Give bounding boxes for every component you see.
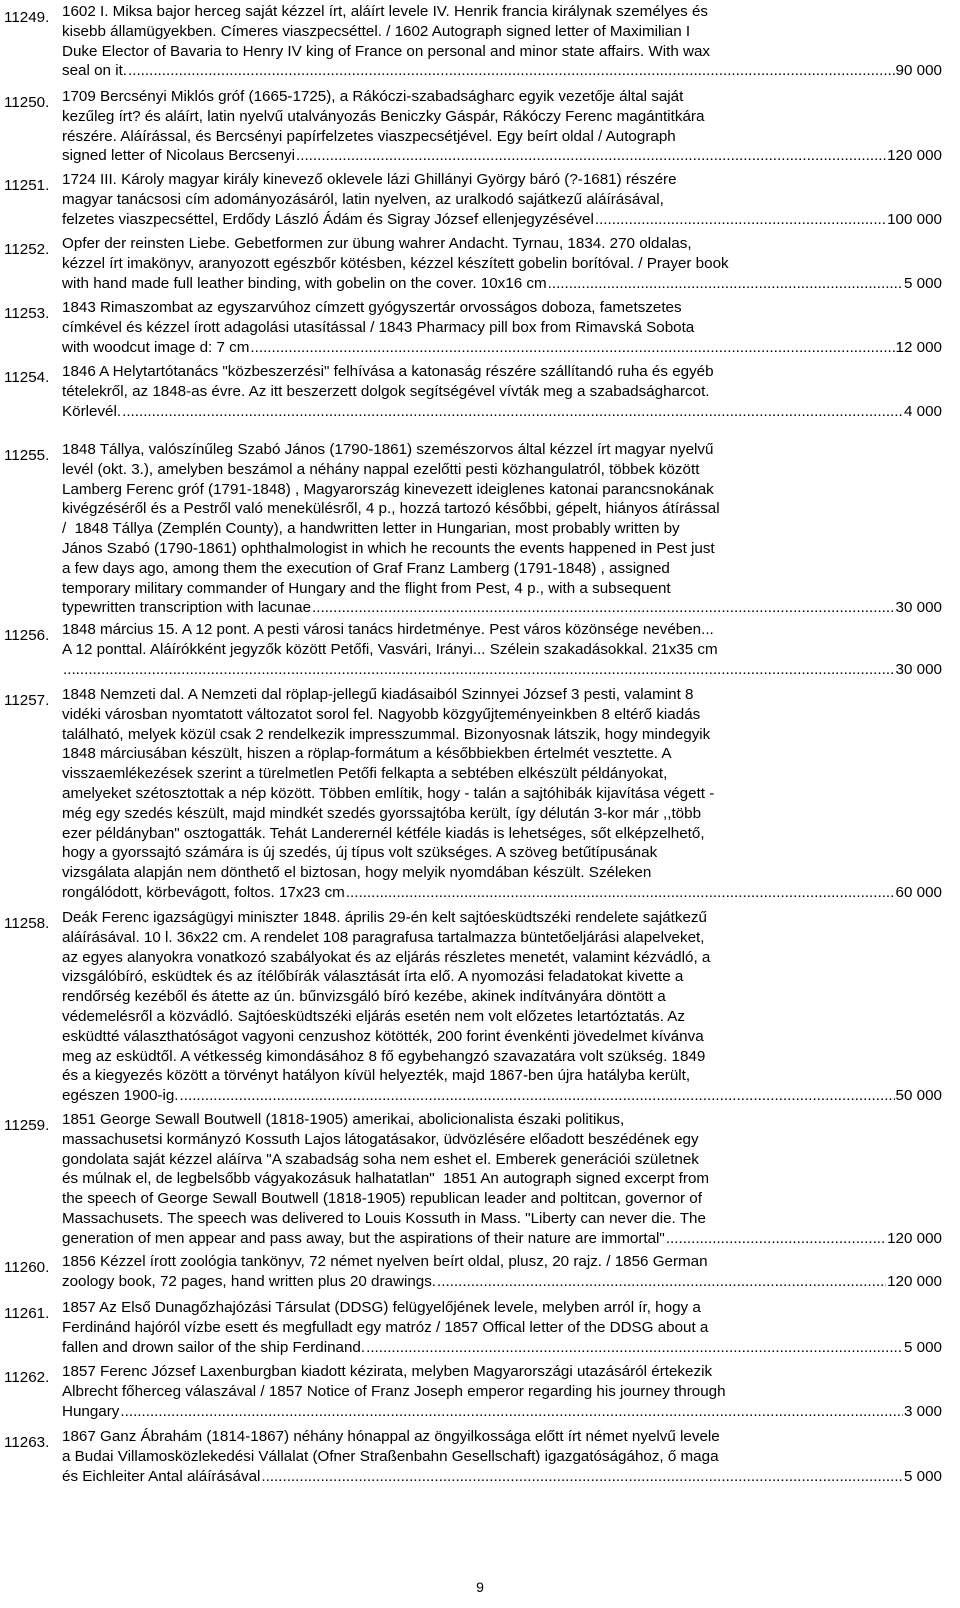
lot-price-line	[62, 1229, 942, 1249]
lot-price-line	[62, 1086, 942, 1106]
lot-description-line: vidéki városban nyomtatott változatot sorol fel. Nagyobb közgyűjteményeinkben 8 eltérő kiadás	[62, 705, 701, 723]
lot-description-line: 1843 Rimaszombat az egyszarvúhoz címzett gyógyszertár orvosságos doboza, fametszetes	[62, 299, 682, 316]
lot-description-line: kézzel írt imakönyv, aranyozott egészbőr kötésben, kézzel készített gobelin borítóval. / Prayer book	[62, 254, 729, 272]
lot-price: 100 000	[887, 210, 942, 228]
lot-description-line: 1724 III. Károly magyar király kinevező oklevele lázi Ghillányi György báró (?-1681) részére	[62, 171, 677, 188]
lot-number: 11257.	[4, 692, 50, 709]
lot-price-line	[62, 210, 942, 230]
lot-description-last-line: typewritten transcription with lacunae	[62, 599, 312, 617]
lot-price-line	[62, 660, 942, 680]
lot-description-last-line: zoology book, 72 pages, hand written plus 20 drawings.	[62, 1272, 437, 1290]
dot-leader	[63, 660, 895, 680]
lot-description-line: kezűleg írt? és aláírt, latin nyelvű utalványozás Beniczky Gáspár, Rákóczy Ferenc magántitkára	[62, 107, 705, 125]
lot-description	[62, 440, 942, 618]
lot-description-last-line: Hungary	[62, 1402, 120, 1420]
lot-description	[62, 620, 942, 679]
lot-price-line	[62, 61, 942, 81]
lot-price: 120 000	[887, 1229, 942, 1247]
dot-leader	[312, 598, 895, 618]
lot-price-line	[62, 1402, 942, 1422]
lot-description-line: kisebb államügyekben. Címeres viaszpecséttel. / 1602 Autograph signed letter of Maximilian I	[62, 22, 691, 40]
lot-description-line: a few days ago, among them the execution of Graf Franz Lamberg (1791-1848) , assigned	[62, 559, 670, 577]
lot-description-line: és a kiegyezés között a törvényt hatályon kívül helyezték, majd 1867-ben újra hatályba került,	[62, 1067, 691, 1085]
lot-description-line: amelyeket szétosztottak a nép között. Többen említik, hogy - talán a sajtóhibák kijavítása végett -	[62, 784, 715, 802]
dot-leader	[261, 1467, 903, 1487]
dot-leader	[180, 1086, 895, 1106]
lot-number: 11261.	[4, 1305, 50, 1322]
lot-description-line: kivégzéséről és a Pestről való menekülésről, 4 p., hozzá tartozó későbbi, gépelt, hiányos átírással	[62, 500, 720, 518]
lot-description-line: / 1848 Tállya (Zemplén County), a handwritten letter in Hungarian, most probably written by	[62, 520, 680, 538]
lot-description-last-line: egészen 1900-ig.	[62, 1087, 179, 1105]
lot-price: 5 000	[903, 1338, 942, 1356]
lot-description-line: a Budai Villamosközlekedési Vállalat (Ofner Straßenbahn Gesellschaft) igazgatóságához, ő maga	[62, 1447, 719, 1465]
lot-description	[62, 1110, 942, 1249]
lot-description-line: vizsgálata alapján nem dönthető el biztosan, hogy melyik nyomdában készült. Széleken	[62, 864, 652, 882]
dot-leader	[296, 146, 886, 166]
lot-price-line	[62, 598, 942, 618]
dot-leader	[120, 1402, 903, 1422]
lot-description-last-line: with woodcut image d: 7 cm	[62, 338, 250, 356]
dot-leader	[666, 1229, 886, 1249]
lot-description-line: az egyes alanyokra vonatkozó szabályokat és az eljárás részletes menetét, valamint kézvádló, a	[62, 948, 711, 966]
lot-description	[62, 362, 942, 421]
lot-description-line: 1848 március 15. A 12 pont. A pesti városi tanács hirdetménye. Pest város közönsége nevében...	[62, 621, 714, 638]
lot-description-line: 1846 A Helytartótanács "közbeszerzési" felhívása a katonaság részére szállítandó ruha és egyéb	[62, 363, 714, 380]
lot-description-line: magyar tanácsosi cím adományozásáról, latin nyelven, az uralkodó sajátkezű aláírásával,	[62, 190, 664, 208]
lot-number: 11253.	[4, 305, 50, 322]
lot-description-line: hogy a gyorssajtó számára is új szedés, új típus volt szükséges. A szöveg betűtípusának	[62, 844, 658, 862]
lot-price: 5 000	[903, 1467, 942, 1485]
lot-price: 4 000	[903, 402, 942, 420]
dot-leader	[122, 402, 903, 422]
lot-description	[62, 1252, 942, 1292]
lot-price: 90 000	[895, 62, 942, 80]
lot-description-line: massachusetsi kormányzó Kossuth Lajos látogatásakor, üdvözlésére előadott beszédének egy	[62, 1130, 699, 1148]
lot-number: 11249.	[4, 9, 50, 26]
lot-description-line: 1857 Ferenc József Laxenburgban kiadott kézirata, melyben Magyarországi utazásáról értekezik	[62, 1363, 713, 1380]
lot-price: 5 000	[903, 274, 942, 292]
dot-leader	[250, 338, 894, 358]
lot-description-line: 1848 Tállya, valószínűleg Szabó János (1790-1861) szemészorvos által kézzel írt magyar nyelvű	[62, 441, 714, 458]
lot-price-line	[62, 402, 942, 422]
lot-description	[62, 234, 942, 293]
lot-description-line: részére. Aláírással, és Bercsényi papírfelzetes viaszpecsétjével. Egy beírt oldal / Autograph	[62, 127, 676, 145]
lot-description-line: 1867 Ganz Ábrahám (1814-1867) néhány hónappal az öngyilkossága előtt írt német nyelvű levele	[62, 1428, 720, 1445]
lot-description-line: 1856 Kézzel írott zoológia tankönyv, 72 német nyelven beírt oldal, plusz, 20 rajz. / 1856 German	[62, 1253, 708, 1270]
dot-leader	[128, 61, 895, 81]
lot-price-line	[62, 1338, 942, 1358]
lot-price-line	[62, 1272, 942, 1292]
lot-description-line: gondolata saját kézzel aláírva "A szabadság soha nem eshet el. Emberek generációi születnek	[62, 1150, 699, 1168]
dot-leader	[366, 1338, 903, 1358]
lot-number: 11259.	[4, 1117, 50, 1134]
lot-description-last-line: felzetes viaszpecséttel, Erdődy László Ádám és Sigray József ellenjegyzésével	[62, 210, 594, 228]
lot-description-line: 1851 George Sewall Boutwell (1818-1905) amerikai, abolicionalista északi politikus,	[62, 1111, 625, 1128]
lot-description-line: the speech of George Sewall Boutwell (1818-1905) republican leader and poltitcan, governor of	[62, 1190, 702, 1208]
lot-number: 11260.	[4, 1259, 50, 1276]
lot-description-line: János Szabó (1790-1861) ophthalmologist in which he recounts the events happened in Pest just	[62, 539, 715, 557]
lot-description-line: Lamberg Ferenc gróf (1791-1848) , Magyarország kinevezett ideiglenes katonai parancsnokának	[62, 480, 714, 498]
lot-description-line: temporary military commander of Hungary and the flight from Pest, 4 p., with a subsequent	[62, 579, 671, 597]
lot-description	[62, 87, 942, 166]
lot-description-line: Ferdinánd hajóról vízbe esett és megfulladt egy matróz / 1857 Offical letter of the DDSG about a	[62, 1318, 709, 1336]
lot-price: 120 000	[887, 1272, 942, 1290]
lot-description-line: 1848 Nemzeti dal. A Nemzeti dal röplap-jellegű kiadásaiból Szinnyei József 3 pesti, valamint 8	[62, 686, 694, 703]
lot-description-line: Opfer der reinsten Liebe. Gebetformen zur übung wahrer Andacht. Tyrnau, 1834. 270 oldalas,	[62, 235, 692, 252]
lot-description-line: ezer példányban" osztogatták. Tehát Landerernél kétféle kiadás is lehetséges, sőt elképzelhető,	[62, 824, 705, 842]
lot-description-line: 1848 márciusában készült, hiszen a röplap-formátum a későbbiekben értelmét vesztette. A	[62, 745, 672, 763]
lot-description-line: esküdtté választhatóságot vagyoni cenzushoz kötötték, 200 forint évenkénti jövedelmet kívánva	[62, 1027, 704, 1045]
dot-leader	[548, 274, 903, 294]
dot-leader	[346, 883, 895, 903]
lot-description-line: visszaemlékezések szerint a türelmetlen Petőfi felkapta a sebtében elkészült példányokat,	[62, 765, 668, 783]
lot-price-line	[62, 1467, 942, 1487]
lot-price: 30 000	[895, 599, 942, 617]
lot-description-line: és múlnak el, de legbelsőbb vágyakozásuk halhatatlan" 1851 An autograph signed excerpt from	[62, 1170, 710, 1188]
lot-description-line: tételekről, az 1848-as évre. Az itt beszerzett dolgok segítségével vívták meg a szabadságharcot.	[62, 382, 710, 400]
lot-price-line	[62, 883, 942, 903]
lot-description	[62, 2, 942, 81]
lot-description-last-line: fallen and drown sailor of the ship Ferdinand.	[62, 1338, 366, 1356]
lot-number: 11256.	[4, 627, 50, 644]
lot-description	[62, 685, 942, 903]
lot-description-last-line: seal on it.	[62, 62, 128, 80]
dot-leader	[437, 1272, 886, 1292]
lot-price: 3 000	[903, 1402, 942, 1420]
lot-description-last-line: és Eichleiter Antal aláírásával	[62, 1467, 261, 1485]
lot-description	[62, 170, 942, 229]
lot-description-last-line: rongálódott, körbevágott, foltos. 17x23 cm	[62, 883, 345, 901]
lot-description-line: címkével és kézzel írott adagolási utasítással / 1843 Pharmacy pill box from Rimavská Sobota	[62, 318, 695, 336]
lot-number: 11258.	[4, 915, 50, 932]
lot-price: 120 000	[887, 147, 942, 165]
lot-number: 11254.	[4, 369, 50, 386]
lot-number: 11251.	[4, 177, 50, 194]
lot-number: 11262.	[4, 1369, 50, 1386]
lot-description	[62, 1427, 942, 1486]
lot-description-line: védemelésről a közvádló. Sajtóesküdtszéki eljárás esetén nem volt előzetes letartóztatás. Az	[62, 1007, 686, 1025]
lot-description-line: 1709 Bercsényi Miklós gróf (1665-1725), a Rákóczi-szabadságharc egyik vezetője által saját	[62, 88, 684, 105]
dot-leader	[595, 210, 886, 230]
lot-description-line: 1602 I. Miksa bajor herceg saját kézzel írt, aláírt levele IV. Henrik francia királynak személyes és	[62, 3, 709, 20]
lot-description	[62, 908, 942, 1106]
lot-number: 11250.	[4, 94, 50, 111]
lot-description-line: Massachusets. The speech was delivered to Louis Kossuth in Mass. "Liberty can never die. The	[62, 1209, 706, 1227]
lot-description-last-line: generation of men appear and pass away, but the aspirations of their nature are immortal"	[62, 1229, 665, 1247]
lot-number: 11252.	[4, 241, 50, 258]
lot-price: 30 000	[895, 660, 942, 678]
lot-description-last-line: with hand made full leather binding, with gobelin on the cover. 10x16 cm	[62, 274, 547, 292]
lot-description-line: levél (okt. 3.), amelyben beszámol a néhány nappal ezelőtti pesti közhangulatról, többek között	[62, 460, 700, 478]
lot-description-line: még egy szedés készült, majd mindkét szedés gyorssajtóba került, így délután 3-kor már ,,több	[62, 804, 702, 822]
lot-description-line: 1857 Az Első Dunagőzhajózási Társulat (DDSG) felügyelőjének levele, melyben arról ír, hogy a	[62, 1299, 701, 1316]
lot-description-line: található, melyek közül csak 2 rendelkezik impresszummal. Bizonyosnak látszik, hogy mindegyik	[62, 725, 711, 743]
lot-price-line	[62, 146, 942, 166]
lot-price: 12 000	[895, 338, 942, 356]
lot-description-last-line: signed letter of Nicolaus Bercsenyi	[62, 147, 295, 165]
lot-description	[62, 298, 942, 357]
lot-price: 50 000	[895, 1087, 942, 1105]
lot-description-line: A 12 ponttal. Aláírókként jegyzők között Petőfi, Vasvári, Irányi... Szélein szakadásokkal. 21x35 cm	[62, 640, 718, 658]
lot-price: 60 000	[895, 883, 942, 901]
lot-description-line: aláírásával. 10 l. 36x22 cm. A rendelet 108 paragrafusa tartalmazza büntetőeljárási alapelveket,	[62, 928, 705, 946]
page-number: 9	[476, 1579, 484, 1595]
lot-description-line: rendőrség kezéből és átette az ún. bűnvizsgáló bíró kezébe, akinek indítványára döntött a	[62, 988, 666, 1006]
lot-number: 11255.	[4, 447, 50, 464]
lot-description-line: Deák Ferenc igazságügyi miniszter 1848. április 29-én kelt sajtóesküdtszéki rendelete sajátkezű	[62, 909, 707, 926]
lot-price-line	[62, 338, 942, 358]
lot-description-line: Albrecht főherceg válaszával / 1857 Notice of Franz Joseph emperor regarding his journey through	[62, 1382, 726, 1400]
lot-description	[62, 1298, 942, 1357]
lot-description	[62, 1362, 942, 1421]
lot-number: 11263.	[4, 1434, 50, 1451]
lot-description-last-line: Körlevél.	[62, 402, 122, 420]
lot-description-line: Duke Elector of Bavaria to Henry IV king of France on personal and minor state affairs. With wax	[62, 42, 711, 60]
lot-description-line: vizsgálóbíró, esküdtek és az ítélőbírák választását írta elő. A nyomozási feladatokat kivette a	[62, 968, 684, 986]
lot-description-line: meg az esküdtől. A vétkesség kimondásához 8 fő egybehangzó szavazatára volt szükség. 1849	[62, 1047, 706, 1065]
lot-price-line	[62, 274, 942, 294]
